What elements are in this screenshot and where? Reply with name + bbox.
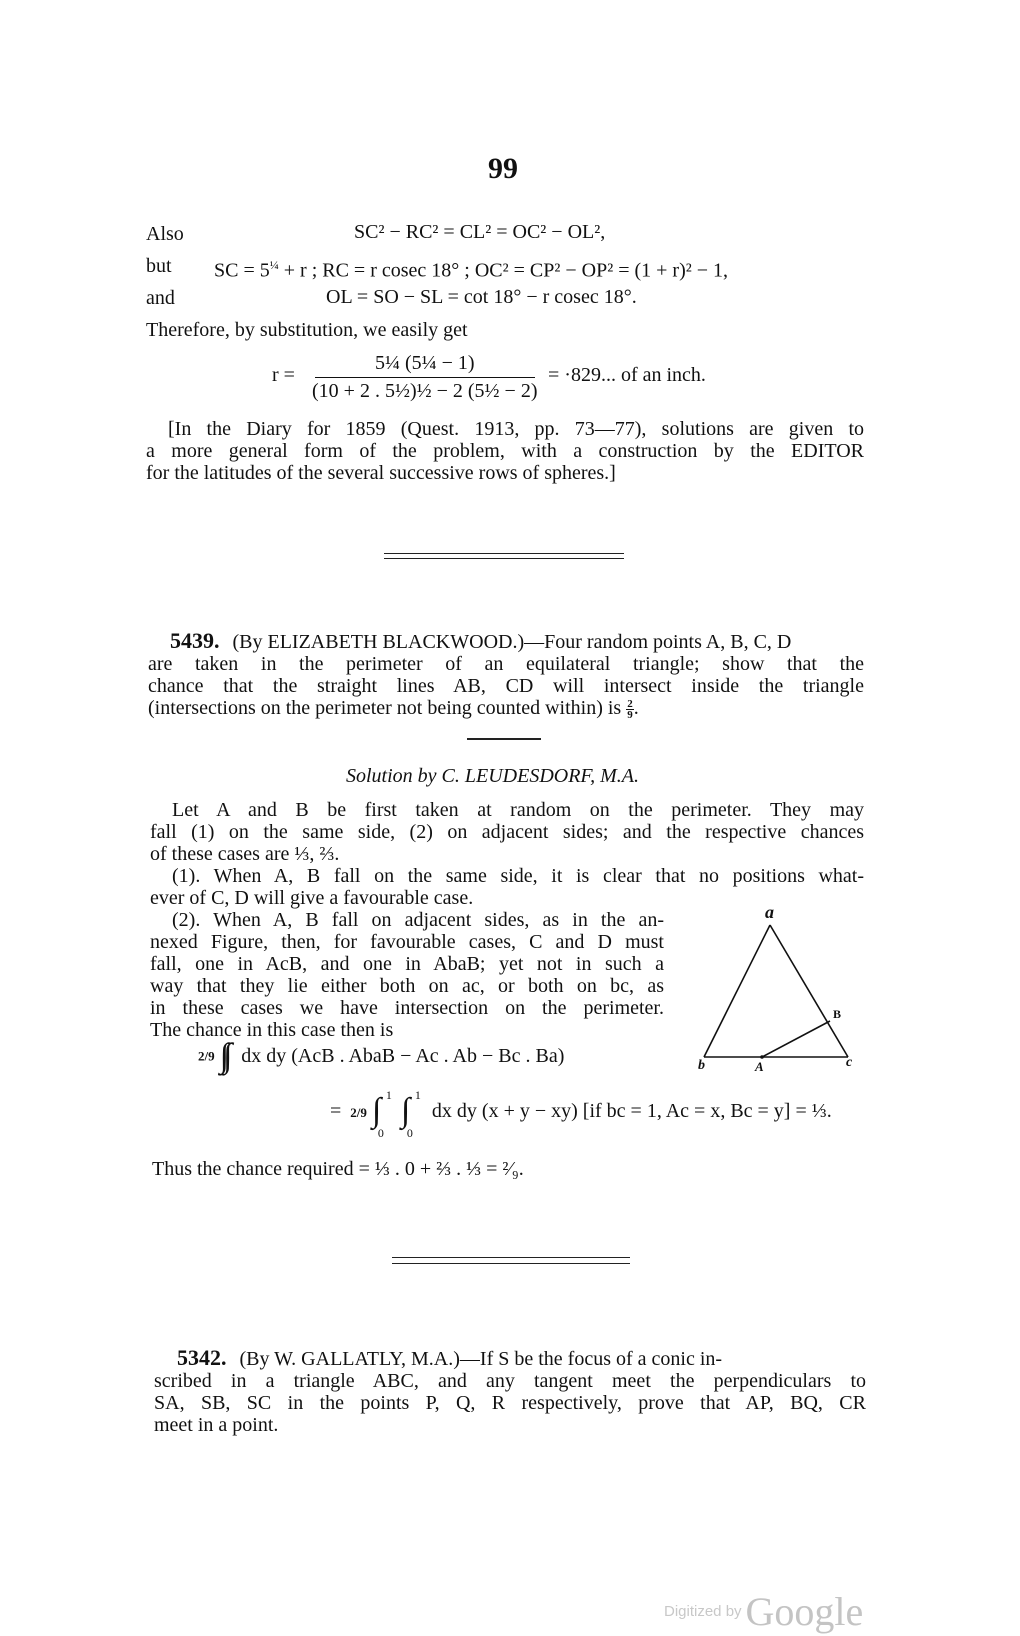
equation-1: SC² − RC² = CL² = OC² − OL², xyxy=(354,221,606,243)
r-denominator: (10 + 2 . 5½)½ − 2 (5½ − 2) xyxy=(312,380,538,402)
integral-sign-1: ∫ 1 0 xyxy=(372,1096,396,1122)
note-line-2: a more general form of the problem, with a construction by the EDITOR xyxy=(146,440,864,462)
section-divider-2 xyxy=(392,1257,630,1258)
section-divider-1 xyxy=(384,553,624,554)
and-label: and xyxy=(146,287,175,309)
question-5342-line-1-text: (By W. GALLATLY, M.A.)—If S be the focus of a conic in- xyxy=(239,1348,723,1370)
also-label: Also xyxy=(146,223,184,245)
but-label: but xyxy=(146,255,172,277)
page-number: 99 xyxy=(488,152,518,185)
therefore-line: Therefore, by substitution, we easily get xyxy=(146,319,468,341)
solution-p3-line-5: in these cases we have intersection on the perimeter. xyxy=(150,997,664,1019)
solution-heading: Solution by C. LEUDESDORF, M.A. xyxy=(346,765,639,787)
question-5439-line-2: are taken in the perimeter of an equilateral triangle; show that the xyxy=(148,653,864,675)
integral-2-upper-limit: 1 xyxy=(414,1088,421,1102)
note-line-1: [In the Diary for 1859 (Quest. 1913, pp. 73—77), solutions are given to xyxy=(168,418,864,440)
solution-p3-line-2: nexed Figure, then, for favourable cases, C and D must xyxy=(150,931,664,953)
integral-1-coefficient: 2/9 xyxy=(198,1048,215,1064)
answer-denominator: 9 xyxy=(627,708,633,721)
figure-label-c: c xyxy=(846,1055,853,1070)
integral-1-upper-limit: 1 xyxy=(385,1088,392,1102)
integral-sign-2: ∫ 1 0 xyxy=(401,1096,425,1122)
solution-p1-line-3: of these cases are ⅓, ⅔. xyxy=(150,843,340,865)
question-5439-line-1 xyxy=(170,630,791,653)
figure-label-B: B xyxy=(833,1007,842,1021)
answer-numerator: 2 xyxy=(627,697,633,710)
triangle-figure xyxy=(690,905,870,1075)
question-5439-line-4-text: (intersections on the perimeter not being counted within) is xyxy=(148,697,622,719)
question-5439-line-3: chance that the straight lines AB, CD will intersect inside the triangle xyxy=(148,675,864,697)
r-rhs: = ·829... of an inch. xyxy=(548,364,706,386)
solution-p2-line-1: (1). When A, B fall on the same side, it is clear that no positions what- xyxy=(172,865,864,887)
question-number-5439: 5439. xyxy=(170,628,220,653)
integral-1 xyxy=(198,1037,565,1075)
equation-2: SC = $5^{\frac{1}{4}} + r$ ; RC = r cosec 18° ; OC² = CP² − OP² = (1 + r)² − 1, xyxy=(214,258,729,282)
solution-p3-line-3: fall, one in AcB, and one in AbaB; yet not in such a xyxy=(150,953,664,975)
solution-p3-line-4: way that they lie either both on ac, or both on bc, as xyxy=(150,975,664,997)
question-5342-line-2: scribed in a triangle ABC, and any tangent meet the perpendiculars to xyxy=(154,1370,866,1392)
triangle-side-ab xyxy=(704,925,770,1057)
integral-1-lower-limit: 0 xyxy=(377,1126,384,1140)
equation-2-part-a: SC = 5 xyxy=(214,259,270,282)
question-5439-answer-fraction xyxy=(626,699,634,720)
solution-p3-line-6: The chance in this case then is xyxy=(150,1019,394,1041)
r-fraction xyxy=(312,352,537,402)
integral-2-body: dx dy (x + y − xy) [if bc = 1, Ac = x, Bc = y] = ⅓. xyxy=(431,1100,832,1122)
equation-2-part-b: + r ; RC = r cosec 18° ; OC² = CP² − OP² = (1 + r)² − 1, xyxy=(278,259,729,282)
figure-label-a-top: a xyxy=(765,902,774,922)
solution-conclusion: Thus the chance required = ⅓ . 0 + ⅔ . ⅓ = ²⁄₉. xyxy=(152,1158,524,1180)
question-5439-line-4: (intersections on the perimeter not being counted within) is $\frac{2}{9}$ . xyxy=(148,697,639,721)
question-5342-line-1 xyxy=(177,1347,722,1370)
watermark-prefix: Digitized by xyxy=(664,1603,742,1620)
figure-label-b: b xyxy=(698,1058,705,1073)
note-line-3: for the latitudes of the several successive rows of spheres.] xyxy=(146,462,616,484)
solution-p3-line-1: (2). When A, B fall on adjacent sides, as in the an- xyxy=(172,909,664,931)
integral-2 xyxy=(330,1088,832,1140)
question-5342-line-4: meet in a point. xyxy=(154,1414,279,1436)
equation-3: OL = SO − SL = cot 18° − r cosec 18°. xyxy=(326,286,637,308)
section-divider-1b xyxy=(384,558,624,559)
question-number-5342: 5342. xyxy=(177,1345,227,1370)
r-lhs: r = xyxy=(272,364,295,386)
r-numerator: 5¼ (5¼ − 1) xyxy=(315,352,535,378)
figure-label-A: A xyxy=(755,1059,764,1074)
short-divider xyxy=(467,738,541,740)
integral-2-coefficient: 2/9 xyxy=(350,1105,367,1120)
digitized-by-google-watermark xyxy=(664,1588,863,1635)
solution-p1-line-2: fall (1) on the same side, (2) on adjacent sides; and the respective chances xyxy=(150,821,864,843)
integral-2-equals: = xyxy=(330,1100,342,1122)
triangle-side-ac xyxy=(770,925,848,1057)
chord-AB xyxy=(762,1021,830,1057)
integral-2-lower-limit: 0 xyxy=(406,1126,413,1140)
question-5342-line-3: SA, SB, SC in the points P, Q, R respectively, prove that AP, BQ, CR xyxy=(154,1392,866,1414)
section-divider-2b xyxy=(392,1263,630,1264)
double-integral-sign: ∫∫ xyxy=(219,1037,227,1075)
question-5439-author: (By ELIZABETH BLACKWOOD.)—Four random points A, B, C, D xyxy=(232,631,792,653)
solution-p1-line-1: Let A and B be first taken at random on the perimeter. They may xyxy=(172,799,864,821)
integral-1-body: dx dy (AcB . AbaB − Ac . Ab − Bc . Ba) xyxy=(241,1045,565,1068)
google-logo: Google xyxy=(745,1589,864,1634)
solution-p2-line-2: ever of C, D will give a favourable case. xyxy=(150,887,474,909)
